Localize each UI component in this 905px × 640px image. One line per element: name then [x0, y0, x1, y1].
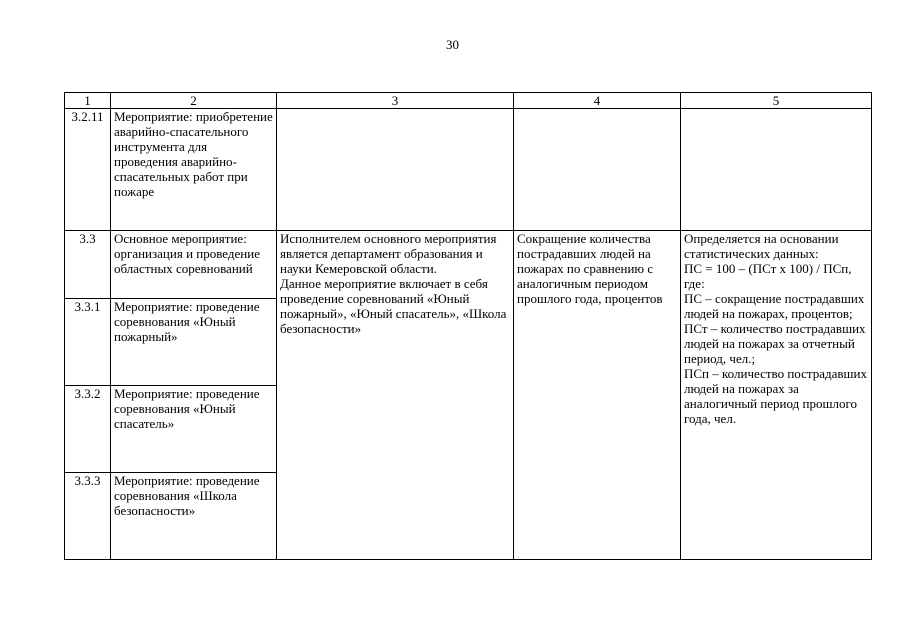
measure-description: Мероприятие: проведение соревнования «Юный пожарный» — [111, 299, 277, 386]
executor-cell — [277, 231, 514, 560]
header-cell: 5 — [681, 93, 872, 109]
method-line: Определяется на основании статистических данных: — [684, 231, 839, 261]
row-number: 3.2.11 — [65, 109, 111, 231]
method-line: ПС – сокращение пострадавших — [684, 291, 865, 306]
indicator-cell: Сокращение количества пострадавших людей на пожарах по сравнению с аналогичным периодом прошлого года, процентов — [514, 231, 681, 560]
method-cell — [681, 231, 872, 560]
row-number: 3.3.3 — [65, 473, 111, 560]
header-cell: 1 — [65, 93, 111, 109]
indicator-cell — [514, 109, 681, 231]
measure-description: Мероприятие: проведение соревнования «Школа безопасности» — [111, 473, 277, 560]
table-header-row — [65, 93, 872, 109]
row-number: 3.3.1 — [65, 299, 111, 386]
measure-description: Мероприятие: приобретение аварийно-спасательного инструмента для проведения аварийно-спасательных работ при пожаре — [111, 109, 277, 231]
row-number: 3.3.2 — [65, 386, 111, 473]
measure-description: Мероприятие: проведение соревнования «Юный спасатель» — [111, 386, 277, 473]
executor-cell — [277, 109, 514, 231]
row-number: 3.3 — [65, 231, 111, 299]
method-formula: ПС = 100 – (ПСт x 100) / ПСп, где: — [684, 261, 852, 291]
method-line: ПСт – количество пострадавших людей на пожарах за отчетный период, чел.; — [684, 321, 866, 366]
method-cell — [681, 109, 872, 231]
table-row — [65, 109, 872, 231]
page-number: 30 — [446, 37, 459, 52]
measures-table — [64, 92, 872, 560]
method-line: людей на пожарах, процентов; — [684, 306, 853, 321]
header-cell: 3 — [277, 93, 514, 109]
measure-description: Основное мероприятие: организация и проведение областных соревнований — [111, 231, 277, 299]
executor-paragraph: Данное мероприятие включает в себя проведение соревнований «Юный пожарный», «Юный спасатель», «Школа безопасности» — [280, 276, 507, 336]
header-cell: 2 — [111, 93, 277, 109]
executor-paragraph: Исполнителем основного мероприятия является департамент образования и науки Кемеровской области. — [280, 231, 497, 276]
method-line: ПСп – количество пострадавших людей на пожарах за аналогичный период прошлого года, чел. — [684, 366, 867, 426]
header-cell: 4 — [514, 93, 681, 109]
table-row — [65, 231, 872, 299]
